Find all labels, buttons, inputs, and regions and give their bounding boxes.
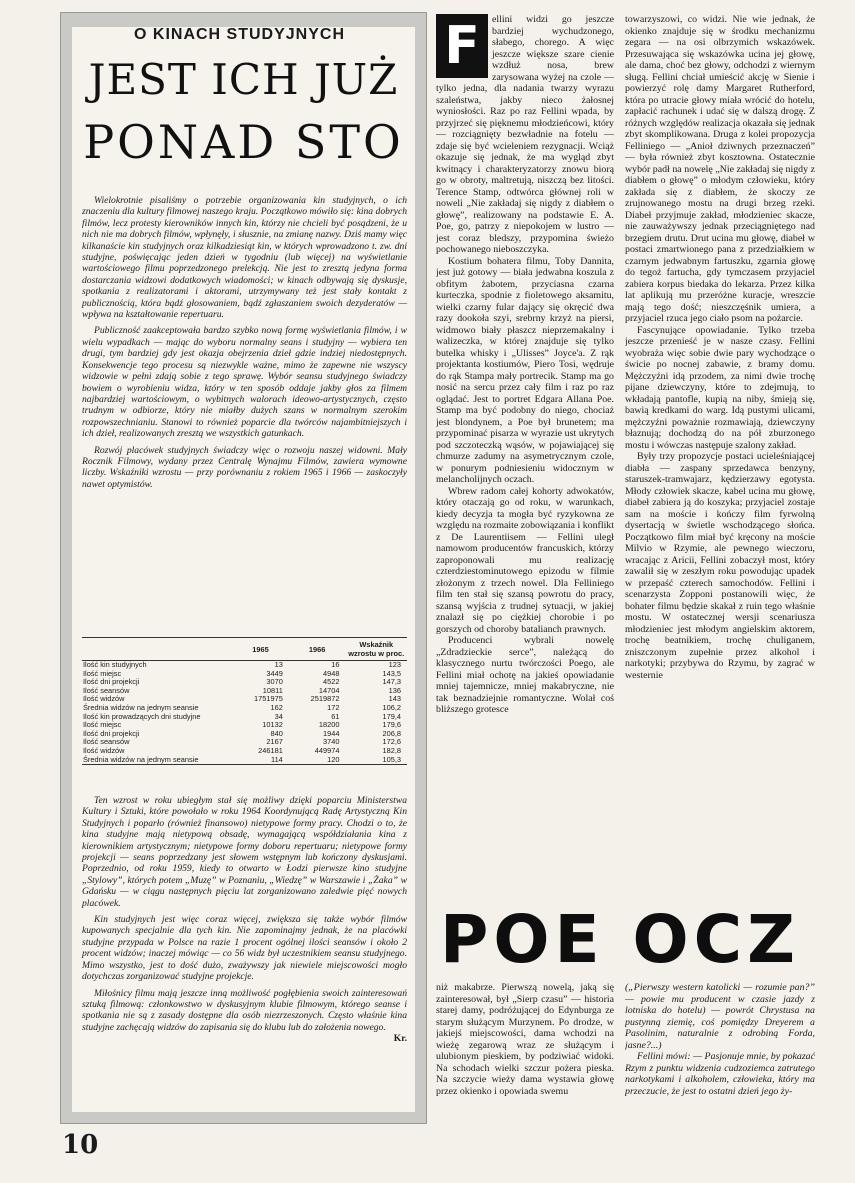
row-label: Ilość seansów [83, 737, 130, 747]
table-row [82, 713, 407, 722]
cell-value: 123 [388, 660, 401, 669]
cell-value: 179,4 [382, 711, 401, 721]
paragraph-text: Miłośnicy filmu mają jeszcze inną możliwość pogłębienia swoich zainteresowań sztuką filmową: członkowstwo w dyskusyjnym klubie filmowym, którego seanse i spotkania nie są z zasady dostępne dla osób niezrzeszonych. Często właśnie kina studyjne zachęcają widzów do zapisania się do klubu lub do założenia nowego. [82, 987, 407, 1033]
cell-value: 14704 [318, 685, 340, 695]
table-row [82, 687, 407, 696]
cell-value: 136 [388, 685, 401, 695]
cell-value: 3070 [266, 677, 283, 687]
cell-value: 206,8 [382, 728, 401, 738]
cell-value: 172,6 [382, 737, 401, 747]
cell-value: 147,3 [382, 677, 401, 687]
table-row [82, 730, 407, 739]
cell-value: 106,2 [382, 702, 401, 712]
article-column-1 [436, 14, 614, 894]
cell-value: 840 [270, 728, 283, 738]
table-row [82, 756, 407, 765]
article-body [82, 795, 407, 1045]
headline-line-2: PONAD STO [83, 115, 404, 169]
paragraph: Wbrew radom całej kohorty adwokatów, który otaczają go od roku, w warunkach, kiedy decyzja ta mogła być ryzykowna ze względu na rozmaite zobowiązania i konflikt z De Laurentiisem — Fellini uległ namowom producentów francuskich, którzy zaproponowali mu realizację czterdziestominutowego epizodu w filmie złożonym z trzech nowel. Dla Felliniego film ten stał się szansą powrotu do pracy, szansą wyjścia z trudnej sytuacji, w jakiej znalazł się po ciężkiej chorobie i po gorszych od choroby batalianch prawnych. [436, 485, 614, 635]
table-header-row [82, 638, 407, 661]
paragraph: Producenci wybrali nowelę „Zdradzieckie serce”, należącą do klasycznego nurtu twórczości Poego, ale Fellini miał ochotę na jakieś opowiadanie mniej tajemnicze, mniej makabryczne, nie tak beznadziejnie romantyczne. Wolał coś bliższego grotesce [436, 635, 614, 715]
cell-value: 13 [274, 660, 283, 669]
cell-value: 18200 [318, 720, 340, 730]
paragraph: Kin studyjnych jest więc coraz więcej, zwiększa się także wybór filmów kupowanych specjalnie dla tych kin. Nie zapominajmy jednak, że na placówki studyjne przypada w Polsce na razie 1 procent ogólnej ilości seansów i około 2 procent widzów; inaczej mówiąc — co 56 widz był uczestnikiem seansu studyjnego. Mimo wszystko, jest to dość dużo, zważywszy jak niewiele miejscowości mogło dotychczas zorganizować studyjne projekcje. [82, 914, 407, 983]
row-label: Ilość kin studyjnych [83, 660, 147, 669]
cell-value: 10811 [262, 685, 283, 695]
paragraph [82, 987, 407, 1045]
row-label: Ilość widzów [83, 694, 125, 704]
cell-value: 4522 [322, 677, 340, 687]
row-label: Średnia widzów na jednym seansie [83, 702, 199, 712]
article-title: POE OCZ [440, 905, 800, 975]
cell-value: 2519872 [310, 694, 340, 704]
headline-line-1: JEST ICH JUŻ [88, 55, 399, 104]
statistics-table [82, 637, 407, 765]
article-column-3 [436, 982, 614, 1132]
sidebar-article-frame [60, 12, 427, 1124]
cell-value: 162 [270, 702, 283, 712]
article-kicker: O KINACH STUDYJNYCH [124, 27, 355, 47]
article-lead [82, 195, 407, 495]
page-number: 10 [62, 1130, 99, 1160]
paragraph: Były trzy propozycje postaci ucieleśniającej diabła — zaspany sprzedawca benzyny, staruszek-tramwajarz, kędzierzawy egotysta. Młody człowiek skacze, kabel ucina mu głowę, diabeł zabiera ją do koszyka; przyjaciel zostaje sam na moście i kończy film fyrwolną dysertacją w świetle wschodzącego słońca. Początkowo film miał być kręcony na moście Milvio w Rzymie, ale pewnego wieczoru, wracając z Aricii, Fellini zobaczył most, który zawalił się w zeszłym roku powodując upadek w przepaść czterech samochodów. Fellini i scenarzysta Zopponi postanowili więc, że bohater filmu będzie skakał z ruin tego właśnie mostu. W ostatecznej wersji scenariusza młodzieniec jest młodym angielskim aktorem, trochę beatnikiem, trochę chuliganem, zniszczonym zupełnie przez alkohol i narkotyki; przybywa do Rzymu, by zagrać w westernie [625, 451, 815, 681]
drop-cap: F [436, 14, 488, 78]
paragraph: niż makabrze. Pierwszą nowelą, jaką się zainteresował, był „Sierp czasu” — historia starej damy, podróżującej do Edynburga ze starym służącym Murzynem. Po drodze, w jakiejś miejscowości, dama wchodzi na wieżę zegarową wraz ze służącym i ulubionym pieskiem, by podziwiać widoki. Na schodach wielki szczur pożera pieska. Na szczycie wieży dama wystawia głowę przez okienko i opowiada swemu [436, 982, 614, 1097]
cell-value: 61 [331, 711, 340, 721]
cell-value: 179,6 [382, 720, 401, 730]
cell-value: 449974 [314, 745, 340, 755]
paragraph: Publiczność zaakceptowała bardzo szybko nową formę wyświetlania filmów, i w wielu wypadkach — mając do wyboru normalny seans i studyjny — wybiera ten drugi, tym bardziej gdy jest okazja obejrzenia dzieł gdzie indziej niedostępnych. Konsekwencje tego procesu są niezwykle ważne, mimo że zapewne nie wszyscy widzowie w pełni zdają sobie z tego sprawę. Wybór seansu studyjnego świadczy bowiem o wyrobieniu widza, który w ten sposób oddaje jakby głos za filmem najbardziej wartościowym, o wybitnych walorach ideowo-artystycznych, często trudnym w odbiorze, który nie miałby dużych szans w normalnym szerokim rozpowszechnianiu. Stanowi to również poparcie dla twórców najambitniejszych i ich dzieł, realizowanych zresztą we wszystkich gatunkach. [82, 325, 407, 440]
column-header: Wskaźnik wzrostu w proc. [348, 640, 405, 658]
cell-value: 10132 [262, 720, 283, 730]
cell-value: 1944 [322, 728, 340, 738]
row-label: Ilość dni projekcji [83, 728, 140, 738]
article-column-4 [625, 982, 815, 1132]
row-label: Ilość dni projekcji [83, 677, 140, 687]
cell-value: 1751975 [254, 694, 283, 704]
cell-value: 16 [331, 660, 340, 669]
column-header [82, 638, 232, 661]
paragraph: Kostium bohatera filmu, Toby Dannita, jest już gotowy — biała jedwabna koszula z obfitym żabotem, przyciasna czarna kurteczka, spodnie z fioletowego aksamitu, wielki czarny fular dający się okręcić dwa razy dookoła szyi, srebrny krzyż na piersi, widmowo biały płaszcz nieprzemakalny i walizeczka, w której znajduje się tylko butelka whisky i „Ulisses” Joyce'a. Z rąk projektanta kostiumów, Piero Tosi, wędruje do rąk Stampa mały portrecik. Stamp ma go nosić na sercu przez cały film i raz po raz oglądać. Jest to portret Edgara Allana Poe. Stamp ma być podobny do niego, chociaż jest blondynem, a Poe był brunetem; ma przypominać pisarza w wyrazie ust ukrytych pod szczoteczką wąsów, w pojawiającej się chmurze zadumy na asymetrycznym czole, w ponurym podniesieniu widocznym w melancholijnych oczach. [436, 255, 614, 485]
paragraph: Wielokrotnie pisaliśmy o potrzebie organizowania kin studyjnych, o ich znaczeniu dla kultury filmowej naszego kraju. Początkowo mówiło się: kina dobrych filmów, lecz protesty kierowników innych kin, którzy nie chcieli być posądzeni, że u nich nie ma dobrych filmów, wpłynęły, i słusznie, na zmianę nazwy. Dziś mamy więc kilkanaście kin studyjnych oraz kilkadziesiąt kin, w których wprowadzono t. zw. dni studyjne, poświęcając jeden dzień w tygodniu (lub więcej) na wyświetlanie wartościowego filmu poprzedzonego prelekcją. Nie jest to zresztą jedyna forma dostarczania widzowi dodatkowych wiadomości; w kinach odbywają się dyskusje, spotkania z realizatorami i aktorami, utrzymywany też jest stały kontakt z publicznością, która bądź głosowaniem, bądź zgłaszaniem swoich dezyderatów — wpływa na kształtowanie repertuaru. [82, 195, 407, 321]
column-header: 1965 [252, 644, 269, 654]
paragraph: Rozwój placówek studyjnych świadczy więc o rozwoju naszej widowni. Mały Rocznik Filmowy, wydany przez Centralę Wynajmu Filmów, zawiera wymowne liczby. Wskaźniki wzrostu — przy porównaniu z rokiem 1965 i 1966 — zaskoczyły nawet optymistów. [82, 444, 407, 490]
paragraph: towarzyszowi, co widzi. Nie wie jednak, że okienko znajduje się w środku mechanizmu zegara — na osi olbrzymich wskazówek. Przesuwająca się wskazówka ucina jej głowę, ale dama, choć bez głowy, odchodzi z wiernym sługą. Fellini chciał umieścić akcję w Sienie i powierzyć rolę damy Margaret Rutherford, która po utracie głowy miała wrócić do hotelu, zapłacić rachunek i udać się w dalszą drogę. Z różnych względów realizacja okazała się jednak zbyt skomplikowana. Druga z kolei propozycja Felliniego — „Anioł dziwnych przeznaczeń” — była również zbyt kosztowna. Ostatecznie wybór padł na nowelę „Nie zakładaj się nigdy z diabłem o głowę” o młodym człowieku, który zakłada się z diabłem, że skoczy ze zrujnowanego mostu na drugi brzeg rzeki. Diabeł przyjmuje zakład, młodzieniec skacze, nie zauważywszy jednak przeciągniętego nad brzegiem drutu. Drut ucina mu głowę, diabeł w postaci zmartwionego pana z przedziałkiem w czarnym jedwabnym fartuszku, zgarnia głowę do tegoż fartucha, gdy tymczasem przyjaciel zabiera korpus biedaka do lekarza. Przez kilka lat aplikują mu przeróżne kuracje, wreszcie mają tego dość; nieszczęśnik umiera, a przyjaciel rzuca jego ciało psom na pożarcie. [625, 14, 815, 324]
table-row [82, 678, 407, 687]
article-column-2 [625, 14, 815, 894]
row-label: Średnia widzów na jednym seansie [83, 754, 199, 764]
table-row [82, 738, 407, 747]
cell-value: 120 [327, 754, 340, 764]
cell-value: 4948 [322, 668, 340, 678]
cell-value: 182,8 [382, 745, 401, 755]
cell-value: 3449 [266, 668, 283, 678]
cell-value: 143 [388, 694, 401, 704]
cell-value: 172 [327, 702, 340, 712]
paragraph: Ten wzrost w roku ubiegłym stał się możliwy dzięki poparciu Ministerstwa Kultury i Sztuki, które powołało w roku 1964 Koordynującą Radę Artystyczną Kin Studyjnych i poparło (również finansowo) nietypowe formy pracy. Chodzi o to, że kina studyjne mają nietypową obsadę, wymagającą współdziałania kina z kierownikiem artystycznym; nietypowe formy doboru repertuaru; nietypowe formy projekcji — seans poprzedzany jest słowem wstępnym lub kończony dyskusjami. Poprzednio, od roku 1959, kiedy to otwarto w Łodzi pierwsze kino studyjne „Stylowy”, których potem „Muzę” w Poznaniu, „Wiedzę” w Warszawie i „Żaka” w Gdańsku — w ciągu następnych pięciu lat zorganizowano zaledwie pięć nowych placówek. [82, 795, 407, 909]
cell-value: 105,3 [382, 754, 401, 764]
cell-value: 143,5 [382, 668, 401, 678]
paragraph: Fellini mówi: — Pasjonuje mnie, by pokazać Rzym z punktu widzenia cudzoziemca zatrutego narkotykami i alkoholem, człowieka, który ma przeczucie, że jest to ostatni dzień jego ży- [625, 1051, 815, 1097]
cell-value: 34 [274, 711, 283, 721]
cell-value: 114 [271, 754, 283, 764]
paragraph: („Pierwszy western katolicki — rozumie pan?” — powie mu producent w czasie jazdy z lotniska do hotelu) — powrót Chrystusa na pustynną ziemię, coś pomiędzy Dreyerem a Pasolinim, naturalnie z odrobiną Forda, jasne?...) [625, 982, 815, 1051]
sidebar-article [72, 27, 415, 1112]
row-label: Ilość miejsc [83, 720, 122, 730]
column-header: 1966 [308, 644, 326, 654]
paragraph [436, 14, 614, 256]
cell-value: 3740 [322, 737, 340, 747]
cell-value: 2167 [266, 737, 283, 747]
row-label: Ilość widzów [83, 745, 125, 755]
paragraph-text: ellini widzi go jeszcze bardziej wychudzonego, słabego, chorego. A więc jeszcze większe szare cienie wzdłuż nosa, brew zarysowana wyżej na czole — tylko jedna, dla nadania twarzy wyrazu szaleństwa, jakby nieco żałosnej wyniosłości. Raz po raz Fellini wpada, by przyjrzeć się pięknemu młodzieńcowi, który — rozciągnięty bezwładnie na fotelu — zdaje się być wcieleniem rezygnacji. Wciąż okazuje się jednak, że ma wygląd zbyt kwitnący i charakteryzatorzy znowu biorą go w obroty, maltretują, niszczą bez litości. Terence Stamp, odtwórca głównej roli w noweli „Nie zakładaj się nigdy z diabłem o głowę”, realizowany na podstawie E. A. Poe, go, patrzy z niepokojem w lustro — jest coraz bledszy, przypomina świeżo pochowanego nieboszczyka. [436, 14, 614, 255]
row-label: Ilość miejsc [83, 668, 122, 678]
table-row [82, 661, 407, 670]
author-signature: Kr. [393, 1033, 407, 1045]
cell-value: 246181 [258, 745, 283, 755]
row-label: Ilość seansów [83, 685, 130, 695]
row-label: Ilość kin prowadzących dni studyjne [83, 711, 201, 721]
paragraph: Fascynujące opowiadanie. Tylko trzeba jeszcze przenieść je w nasze czasy. Fellini wyobraża więc sobie dwie pary wychodzące o świcie po nocnej zabawie, z bramy domu. Mężczyźni idą przodem, za nimi dwie trochę pijane dziewczyny, które to zdejmują, to wkładają pantofle, kupią na niby, śmieją się, bawią kredkami do warg. Idą pustymi ulicami, mężczyźni poważnie rozmawiają, dziewczyny błaznują; dochodzą do na pół zburzonego mostu i wówczas następuje szalony zakład. [625, 324, 815, 451]
